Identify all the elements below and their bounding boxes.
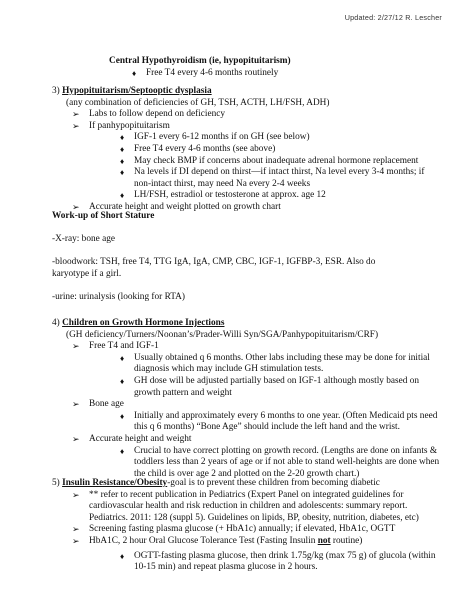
arrow-bullet-icon: ➢ <box>72 201 80 212</box>
diamond-bullet-icon: ♦ <box>132 68 137 78</box>
arrow-bullet-icon: ➢ <box>72 341 80 352</box>
hypo-title: Hypopituitarism/Septooptic dysplasia <box>62 86 212 96</box>
list-item: ➢ ** refer to recent publication in Pediatrics (Expert Panel on integrated guidelines for <box>72 489 404 500</box>
diamond-bullet-icon: ♦ <box>120 156 125 166</box>
list-item-continued: Pediatrics. 2011: 128 (suppl 5). Guidelines on lipids, BP, obesity, nutrition, diabetes, etc) <box>89 512 419 523</box>
section-number: 5) <box>52 478 60 488</box>
section-number: 4) <box>52 318 60 328</box>
diamond-bullet-icon: ♦ <box>120 191 125 201</box>
workup-xray-block <box>0 234 463 246</box>
list-item: ➢ Labs to follow depend on deficiency <box>72 109 226 120</box>
arrow-bullet-icon: ➢ <box>72 109 80 120</box>
diamond-bullet-icon: ♦ <box>120 144 125 154</box>
list-item: ♦ LH/FSH, estradiol or testosterone at approx. age 12 <box>120 190 326 201</box>
hypo-subtitle: (any combination of deficiencies of GH, TSH, ACTH, LH/FSH, ADH) <box>66 97 330 108</box>
list-item: ♦ Free T4 every 4-6 months (see above) <box>120 143 276 154</box>
list-item: ♦ GH dose will be adjusted partially based on IGF-1 although mostly based on <box>120 375 420 386</box>
list-item-continued: toddlers less than 2 years of age or if not able to stand well-heights are done when <box>134 457 440 468</box>
list-item: ➢ Accurate height and weight plotted on growth chart <box>72 201 281 212</box>
central-title: Central Hypothyroidism (ie, hypopituitarism) <box>109 56 291 66</box>
section-heading <box>52 478 463 490</box>
arrow-bullet-icon: ➢ <box>72 524 80 535</box>
workup-blood-block <box>0 257 463 280</box>
list-item: ♦ Free T4 every 4-6 months routinely <box>132 67 279 78</box>
hypopituitarism-section <box>0 86 463 214</box>
list-item-continued: 10-15 min) and repeat plasma glucose in 2 hours. <box>134 562 318 573</box>
list-item: ♦ Initially and approximately every 6 months to one year. (Often Medicaid pts need <box>120 410 438 421</box>
list-item-continued: diagnosis which may include GH stimulation tests. <box>134 364 324 375</box>
list-item: ➢ Bone age <box>72 399 124 410</box>
arrow-bullet-icon: ➢ <box>72 399 80 410</box>
list-item: ♦ IGF-1 every 6-12 months if on GH (see below) <box>120 132 310 143</box>
list-item: ➢ Free T4 and IGF-1 <box>72 341 159 352</box>
arrow-bullet-icon: ➢ <box>72 489 80 500</box>
list-item: ➢ HbA1C, 2 hour Oral Glucose Tolerance Test (Fasting Insulin not routine) <box>72 535 363 546</box>
list-item-continued: non-intact thirst, may need Na every 2-4 weeks <box>134 178 311 189</box>
section-heading <box>52 86 463 98</box>
diamond-bullet-icon: ♦ <box>120 133 125 143</box>
list-item: ➢ Accurate height and weight <box>72 433 192 444</box>
workup-section <box>0 211 463 223</box>
diamond-bullet-icon: ♦ <box>120 353 125 363</box>
diamond-bullet-icon: ♦ <box>120 411 125 421</box>
central-hypothyroidism-section <box>0 56 463 79</box>
arrow-bullet-icon: ➢ <box>72 120 80 131</box>
gh-subtitle: (GH deficiency/Turners/Noonan’s/Prader-Willi Syn/SGA/Panhypopituitarism/CRF) <box>66 329 379 340</box>
section-heading <box>52 318 463 330</box>
diamond-bullet-icon: ♦ <box>120 446 125 456</box>
insulin-resistance-section <box>0 478 463 571</box>
list-item: ♦ OGTT-fasting plasma glucose, then drink 1.75g/kg (max 75 g) of glucola (within <box>120 550 436 561</box>
workup-bloodwork: -bloodwork: TSH, free T4, TTG IgA, IgA, CMP, CBC, IGF-1, IGFBP-3, ESR. Also do <box>52 257 376 267</box>
arrow-bullet-icon: ➢ <box>72 433 80 444</box>
list-item-continued: cardiovascular health and risk reduction in children and adolescents: summary report. <box>89 501 408 512</box>
list-item-continued: this q 6 months) “Bone Age” should include the left hand and the wrist. <box>134 422 400 433</box>
section-number: 3) <box>52 86 60 96</box>
growth-hormone-section <box>0 318 463 480</box>
insulin-title-rest: -goal is to prevent these children from becoming diabetic <box>167 478 380 488</box>
list-item: ♦ Crucial to have correct plotting on growth record. (Lengths are done on infants & <box>120 445 438 456</box>
workup-urine-block <box>0 292 463 304</box>
workup-title: Work-up of Short Stature <box>52 211 155 221</box>
diamond-bullet-icon: ♦ <box>120 168 125 178</box>
workup-bloodwork-continued: karyotype if a girl. <box>52 268 122 279</box>
list-item-continued: the child is over age 2 and plotted on the 2-20 growth chart.) <box>134 468 360 479</box>
gh-title: Children on Growth Hormone Injections <box>62 318 225 328</box>
list-item-continued: growth pattern and weight <box>134 387 232 398</box>
list-item: ♦ May check BMP if concerns about inadequate adrenal hormone replacement <box>120 155 419 166</box>
not-emphasis: not <box>317 535 331 546</box>
arrow-bullet-icon: ➢ <box>72 535 80 546</box>
list-item: ♦ Usually obtained q 6 months. Other labs including these may be done for initial <box>120 352 430 363</box>
workup-urine: -urine: urinalysis (looking for RTA) <box>52 292 185 302</box>
workup-xray: -X-ray: bone age <box>52 234 115 244</box>
list-item: ➢ Screening fasting plasma glucose (+ HbA1c) annually; if elevated, HbA1c, OGTT <box>72 524 396 535</box>
diamond-bullet-icon: ♦ <box>120 376 125 386</box>
diamond-bullet-icon: ♦ <box>120 551 125 561</box>
list-item: ➢ If panhypopituitarism <box>72 120 170 131</box>
list-item: ♦ Na levels if DI depend on thirst—if intact thirst, Na level every 3-4 months; if <box>120 167 425 178</box>
insulin-title: Insulin Resistance/Obesity <box>62 478 168 488</box>
updated-header: Updated: 2/27/12 R. Lescher <box>344 13 442 22</box>
